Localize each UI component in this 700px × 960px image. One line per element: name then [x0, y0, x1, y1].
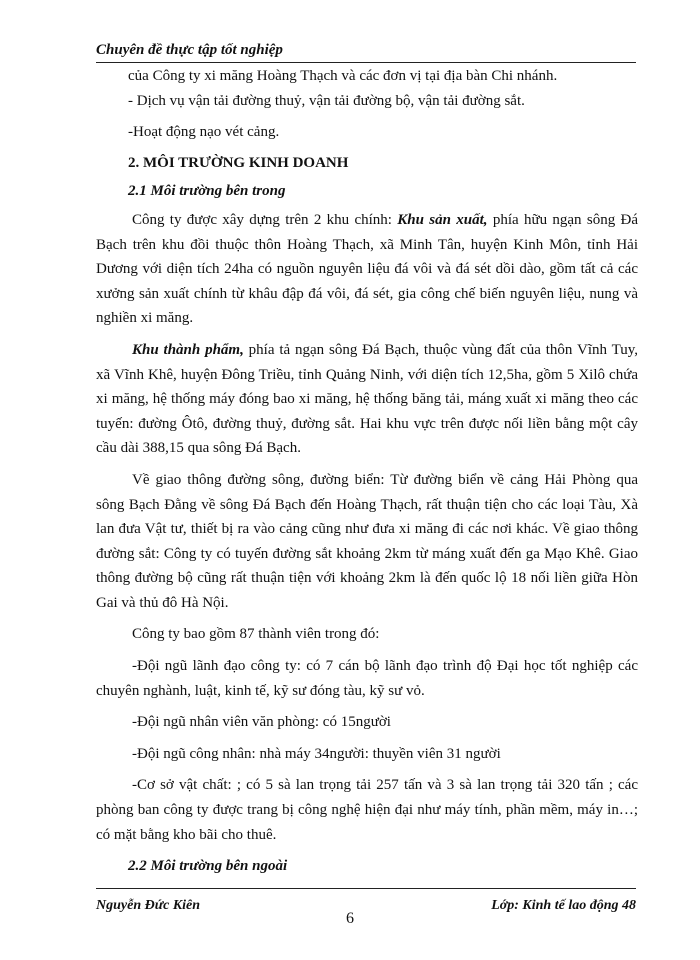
- footer-author: Nguyễn Đức Kiên: [96, 898, 201, 913]
- text-run: Công ty được xây dựng trên 2 khu chính:: [132, 211, 398, 228]
- paragraph: - Dịch vụ vận tải đường thuỷ, vận tải đường bộ, vận tải đường sắt.: [128, 92, 525, 109]
- paragraph: -Cơ sở vật chất: ; có 5 sà lan trọng tải 257 tấn và 3 sà lan trọng tải 320 tấn ; các phòng ban công ty được trang bị công nghệ hiện đại như máy tính, phần mềm, máy in…; có mặt bằng kho bãi cho thuê.: [96, 777, 638, 843]
- paragraph: [96, 338, 638, 461]
- page-header: Chuyên đề thực tập tốt nghiệp: [96, 42, 636, 63]
- paragraph: của Công ty xi măng Hoàng Thạch và các đơn vị tại địa bàn Chi nhánh.: [128, 68, 558, 84]
- paragraph: -Đội ngũ công nhân: nhà máy 34người: thuyền viên 31 người: [132, 745, 501, 762]
- document-body: [96, 64, 638, 883]
- emphasis-text: Khu thành phẩm,: [132, 341, 244, 358]
- footer-divider: [96, 888, 636, 889]
- paragraph: [96, 208, 638, 331]
- text-run: phía tả ngạn sông Đá Bạch, thuộc vùng đất của thôn Vĩnh Tuy, xã Vĩnh Khê, huyện Đông Triều, tỉnh Quảng Ninh, với diện tích 12,5ha, gồm 5 Xilô chứa xi măng, hệ thống máy đóng bao xi măng, hệ thống băng tải, máng xuất xi măng theo các tuyến: đường Ôtô, đường thuỷ, đường sắt. Hai khu vực trên được nối liền bằng một cây cầu dài 388,15 qua sông Đá Bạch.: [96, 341, 638, 457]
- paragraph: -Đội ngũ lãnh đạo công ty: có 7 cán bộ lãnh đạo trình độ Đại học tốt nghiệp các chuyên nghành, luật, kinh tế, kỹ sư đóng tàu, kỹ sư vỏ.: [96, 658, 638, 699]
- subsection-heading: 2.2 Môi trường bên ngoài: [128, 858, 288, 875]
- footer-class: Lớp: Kinh tế lao động 48: [491, 898, 636, 913]
- paragraph: Về giao thông đường sông, đường biển: Từ đường biển về cảng Hải Phòng qua sông Bạch Đằng về sông Đá Bạch đến Hoàng Thạch, rất thuận tiện cho các loại Tàu, Xà lan đưa Vật tư, thiết bị ra vào cảng cũng như đưa xi măng đi các nơi khác. Về giao thông đường sắt: Công ty có tuyến đường sắt khoảng 2km từ máng xuất đến ga Mạo Khê. Giao thông đường bộ cũng rất thuận tiện với khoảng 2km là đến quốc lộ 18 nối liền giữa Hòn Gai và thủ đô Hà Nội.: [96, 471, 638, 611]
- paragraph: Công ty bao gồm 87 thành viên trong đó:: [132, 626, 380, 643]
- paragraph: -Đội ngũ nhân viên văn phòng: có 15người: [132, 714, 391, 731]
- text-run: phía hữu ngạn sông Đá Bạch trên khu đồi thuộc thôn Hoàng Thạch, xã Minh Tân, huyện Kinh Môn, tỉnh Hải Dương với diện tích 24ha có nguồn nguyên liệu đá vôi và đá sét dồi dào, gồm tất cả các xưởng sản xuất chính từ khâu đập đá vôi, đá sét, gia công chế biến nguyên liệu, nung và nghiền xi măng.: [96, 211, 638, 327]
- page-number: 6: [346, 910, 354, 927]
- subsection-heading: 2.1 Môi trường bên trong: [128, 183, 286, 200]
- paragraph: -Hoạt động nạo vét cảng.: [128, 124, 280, 141]
- section-heading: 2. MÔI TRƯỜNG KINH DOANH: [128, 154, 349, 171]
- emphasis-text: Khu sản xuất,: [397, 211, 488, 228]
